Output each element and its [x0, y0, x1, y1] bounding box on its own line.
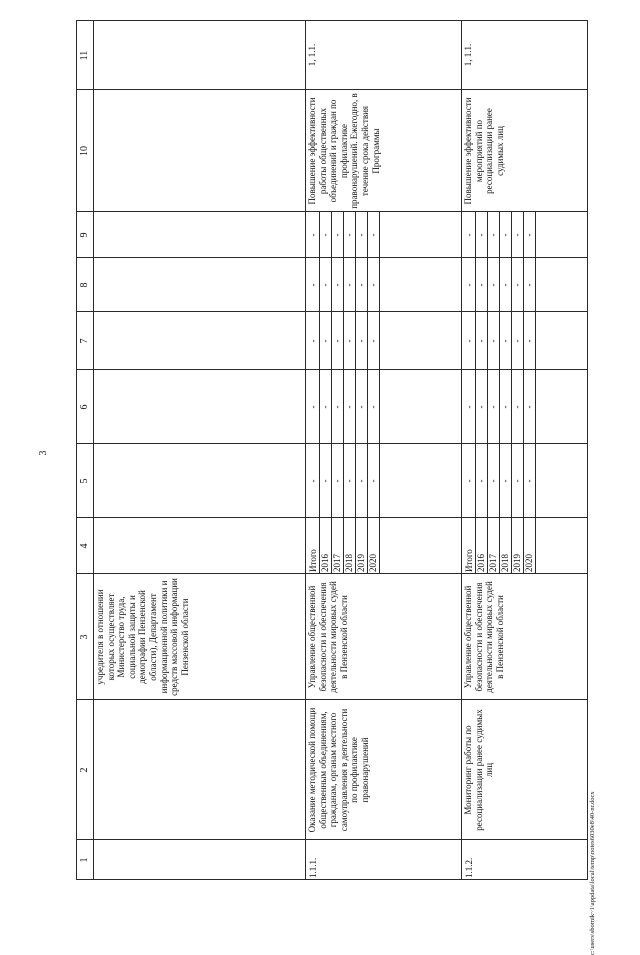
value-cell: - [332, 479, 342, 483]
value-cell: - [512, 479, 522, 483]
value-cell: - [344, 339, 354, 343]
row-title: Оказание методической помощи общественным объединениям, гражданам, органам местного самоуправления в деятельности по профилактике правонарушений [307, 707, 370, 833]
value-cell: - [476, 339, 486, 343]
value-cell: - [524, 479, 534, 483]
value-cell: - [524, 405, 534, 409]
value-cell: - [332, 233, 342, 237]
target-link: 1, 1.1. [463, 43, 473, 67]
row-executor: Управление общественной безопасности и обеспечения деятельности мировых судей в Пензенской области [463, 581, 505, 693]
value-cell: - [488, 479, 498, 483]
value-cell: - [308, 283, 318, 287]
value-cell: - [512, 283, 522, 287]
year-label: 2020 [368, 554, 378, 572]
year-label: Итого [464, 549, 474, 572]
expected-result: Повышение эффективности работы общественных объединений и граждан по профилактике правонарушений. Ежегодно, в течение срока действия Программы [307, 93, 381, 209]
value-cell: - [512, 339, 522, 343]
column-header: 10 [79, 146, 90, 156]
value-cell: - [524, 283, 534, 287]
value-cell: - [368, 405, 378, 409]
year-label: 2018 [344, 554, 354, 572]
value-cell: - [356, 283, 366, 287]
value-cell: - [524, 339, 534, 343]
column-header: 8 [79, 282, 90, 288]
year-label: 2017 [332, 554, 342, 572]
value-cell: - [488, 339, 498, 343]
value-cell: - [344, 405, 354, 409]
page-number: 3 [38, 450, 49, 456]
value-cell: - [476, 233, 486, 237]
value-cell: - [344, 233, 354, 237]
row-number: 1.1.1. [308, 857, 318, 878]
value-cell: - [356, 479, 366, 483]
value-cell: - [332, 339, 342, 343]
value-cell: - [464, 283, 474, 287]
value-cell: - [356, 405, 366, 409]
row-number: 1.1.2. [464, 857, 474, 878]
continuation-executor-text: учредителя в отношении которых осуществляет Министерство труда, социальной защиты и демографии Пензенской области), Департамент информационной политики и средств массовой информации Пензенской области [95, 578, 190, 696]
row-executor: Управление общественной безопасности и обеспечения деятельности мировых судей в Пензенской области [307, 581, 349, 693]
value-cell: - [344, 479, 354, 483]
value-cell: - [512, 405, 522, 409]
value-cell: - [368, 283, 378, 287]
year-label: 2019 [512, 554, 522, 572]
value-cell: - [464, 233, 474, 237]
rotated-table [76, 20, 588, 880]
value-cell: - [332, 405, 342, 409]
expected-result: Повышение эффективности мероприятий по ресоциализации ранее судимых лиц [463, 97, 505, 205]
value-cell: - [500, 405, 510, 409]
column-header: 5 [79, 478, 90, 484]
column-header: 7 [79, 338, 90, 344]
value-cell: - [320, 405, 330, 409]
column-header: 2 [79, 767, 90, 773]
value-cell: - [308, 479, 318, 483]
value-cell: - [356, 339, 366, 343]
year-label: Итого [308, 549, 318, 572]
year-label: 2016 [320, 554, 330, 572]
column-header: 4 [79, 543, 90, 549]
value-cell: - [464, 339, 474, 343]
value-cell: - [476, 405, 486, 409]
year-label: 2020 [524, 554, 534, 572]
column-header: 6 [79, 404, 90, 410]
value-cell: - [500, 283, 510, 287]
value-cell: - [356, 233, 366, 237]
value-cell: - [368, 233, 378, 237]
value-cell: - [344, 283, 354, 287]
value-cell: - [500, 339, 510, 343]
value-cell: - [488, 283, 498, 287]
column-header: 11 [79, 50, 90, 61]
value-cell: - [320, 233, 330, 237]
value-cell: - [500, 233, 510, 237]
value-cell: - [368, 339, 378, 343]
value-cell: - [320, 479, 330, 483]
target-link: 1, 1.1. [307, 43, 317, 67]
value-cell: - [512, 233, 522, 237]
year-label: 2017 [488, 554, 498, 572]
column-header: 9 [79, 232, 90, 238]
year-label: 2016 [476, 554, 486, 572]
value-cell: - [500, 479, 510, 483]
row-title: Мониторинг работы по ресоциализации ранее судимых лиц [463, 709, 495, 831]
document-file-path: c:\users\sbornik~1\appdata\local\temp\notes6030e8\40-nr.docx [589, 791, 596, 955]
value-cell: - [320, 283, 330, 287]
year-label: 2019 [356, 554, 366, 572]
value-cell: - [320, 339, 330, 343]
value-cell: - [308, 339, 318, 343]
value-cell: - [524, 233, 534, 237]
value-cell: - [464, 405, 474, 409]
year-label: 2018 [500, 554, 510, 572]
column-header: 1 [79, 857, 90, 863]
column-header: 3 [79, 634, 90, 640]
value-cell: - [368, 479, 378, 483]
value-cell: - [464, 479, 474, 483]
value-cell: - [332, 283, 342, 287]
value-cell: - [308, 405, 318, 409]
value-cell: - [488, 405, 498, 409]
value-cell: - [308, 233, 318, 237]
value-cell: - [488, 233, 498, 237]
value-cell: - [476, 479, 486, 483]
value-cell: - [476, 283, 486, 287]
